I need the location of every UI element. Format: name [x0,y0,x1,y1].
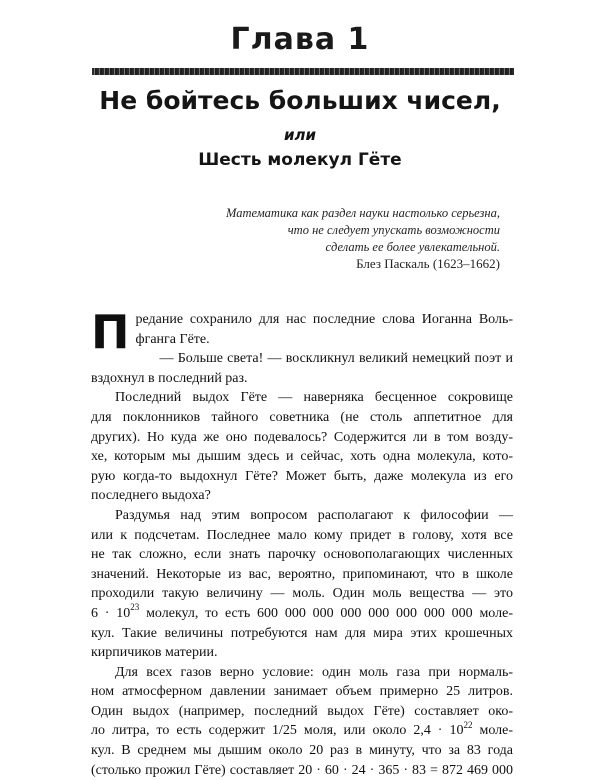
title-connector: или [283,126,316,144]
text-line: ном атмосферном давлении занимает объем примерно 25 литров. [91,684,513,700]
text-fragment: молекул, то есть 600 000 000 000 000 000 000 000 моле- [139,605,513,621]
text-line: (столько прожил Гёте) составляет 20 · 60 · 24 · 365 · 83 = 872 469 000 [91,762,513,778]
epigraph-author: Блез Паскаль (1623–1662) [356,256,500,271]
formula-base: 6 · 10 [91,605,131,621]
text-line: Для всех газов верно условие: один моль газа при нормаль- [115,664,513,680]
epigraph [200,205,500,256]
text-line: Один выдох (например, последний выдох Гёте) составляет око- [91,703,513,719]
body-text [91,305,513,780]
text-line: рую когда-то выдохнул Гёте? Может быть, даже молекула из его [91,468,513,484]
formula-exponent: 23 [130,602,140,613]
chapter-rule [92,68,514,75]
formula-exponent: 22 [463,719,473,730]
epigraph-line: сделать ее более увлекательной. [325,240,500,254]
drop-cap: П [91,305,130,359]
text-line: для поклонников тайного советника (не столь аппетитное для [91,409,513,425]
text-line: значений. Некоторые из вас, вероятно, припоминают, что в школе [91,566,513,582]
chapter-title: Не бойтесь больших чисел, [99,86,501,115]
text-line: не так сложно, если знать парочку основополагающих численных [91,547,513,563]
text-line: Последний выдох Гёте — наверняка бесценное сокровище [115,390,513,406]
chapter-heading: Глава 1 [230,22,370,57]
epigraph-line: что не следует упускать возможности [287,223,500,237]
text-line: проходили такую величину — моль. Один моль вещества — это [91,586,513,602]
text-line [91,721,513,741]
text-line: вздохнул в последний раз. [91,370,248,386]
text-line: других). Но куда же оно подевалось? Содержится ли в том возду- [91,429,513,445]
text-line: или к подсчетам. Последнее мало кому придет в голову, хотя все [91,527,513,543]
text-line: кул. Такие величины потребуются нам для мира этих крошечных [91,625,513,641]
text-line: редание сохранило для нас последние слова Иоганна Воль- [135,312,513,327]
text-line: — Больше света! — воскликнул великий немецкий поэт и [159,351,513,367]
chapter-subtitle: Шесть молекул Гёте [198,150,402,170]
text-line: кирпичиков материи. [91,645,218,661]
text-line: фганга Гёте. [135,331,210,347]
text-fragment: моле- [472,723,513,739]
text-line [91,604,513,624]
text-fragment: ло литра, то есть содержит 1/25 моля, или около 2,4 · 10 [91,723,464,739]
text-line: хе, которым мы дышим здесь и сейчас, хоть одна молекула, кото- [91,449,513,465]
epigraph-line: Математика как раздел науки настолько серьезна, [225,206,500,220]
text-line: Раздумья над этим вопросом располагают к философии — [115,507,513,523]
text-line: последнего выдоха? [91,488,211,504]
text-line: кул. В среднем мы дышим около 20 раз в минуту, что за 83 года [91,743,513,759]
